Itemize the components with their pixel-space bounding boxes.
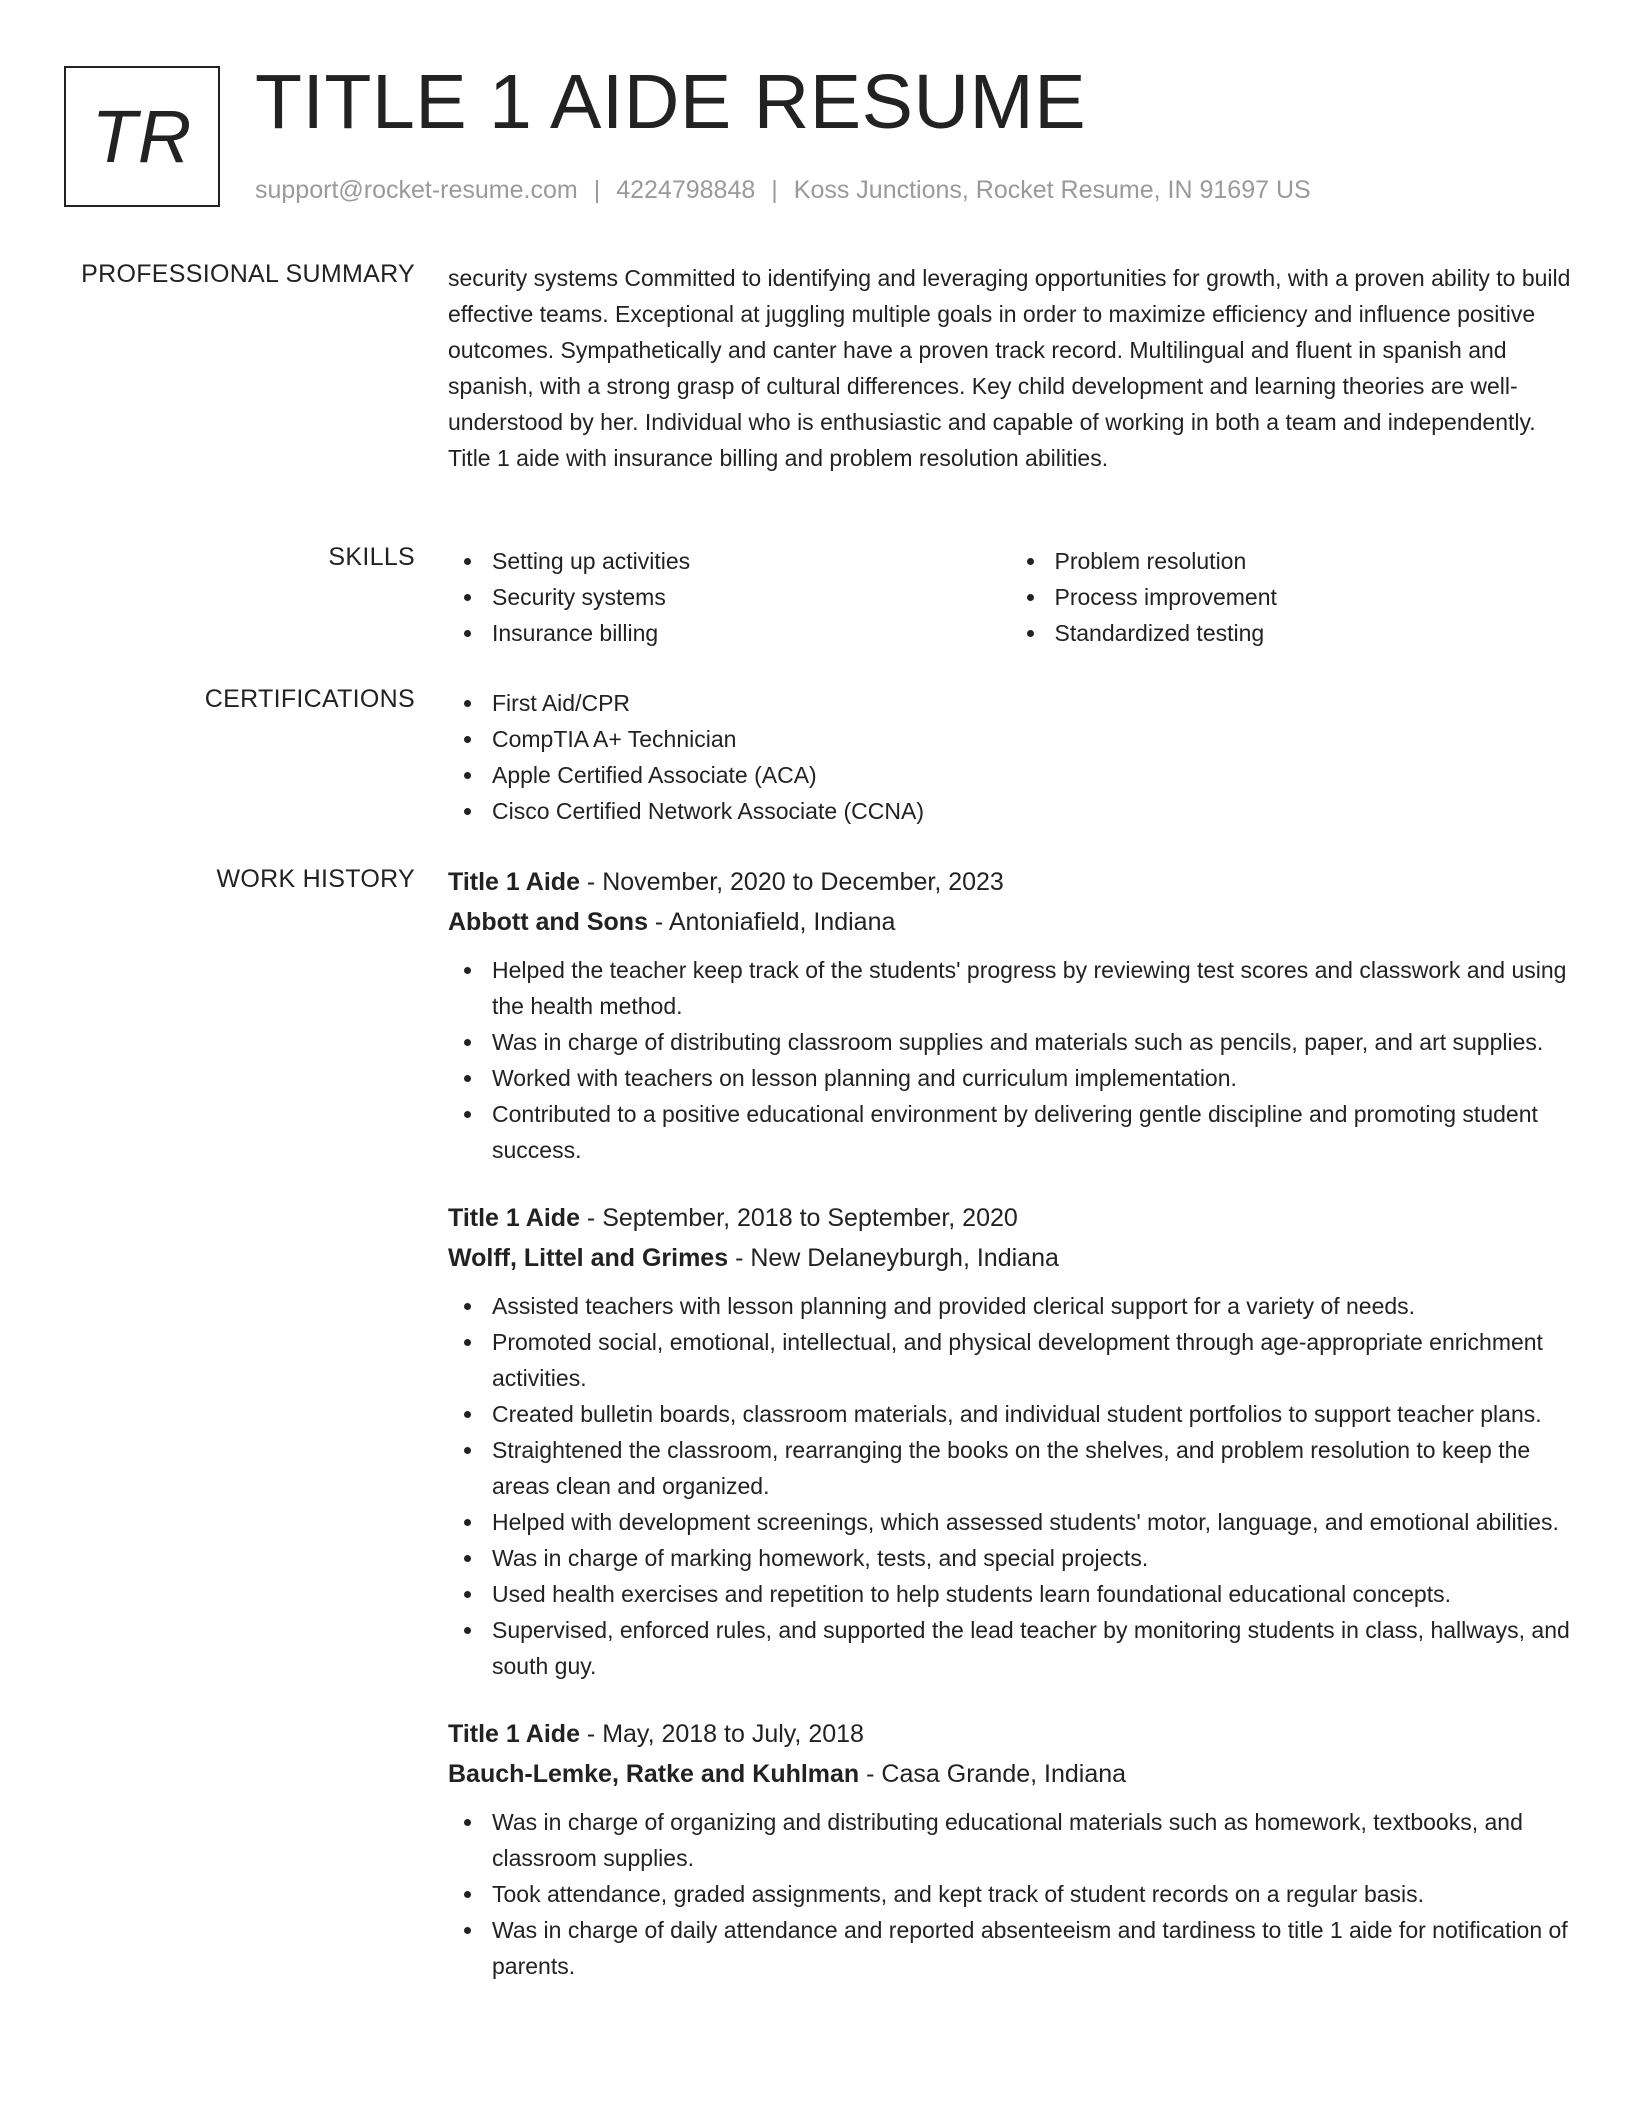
job-title: Title 1 Aide: [448, 868, 580, 896]
work-history-body: [448, 862, 1573, 1984]
skills-body: [448, 543, 1573, 651]
job-bullet: Worked with teachers on lesson planning and curriculum implementation.: [492, 1060, 1573, 1096]
contact-address: Koss Junctions, Rocket Resume, IN 91697 US: [793, 176, 1311, 204]
section-label-certifications: CERTIFICATIONS: [204, 685, 415, 713]
job-dates: - September, 2018 to September, 2020: [579, 1204, 1018, 1232]
monogram-logo: TR: [64, 66, 220, 207]
skill-item: Setting up activities: [492, 543, 1011, 579]
section-label-summary: PROFESSIONAL SUMMARY: [81, 260, 415, 288]
job-dates: - May, 2018 to July, 2018: [579, 1720, 864, 1748]
job-bullet: Helped with development screenings, which assessed students' motor, language, and emotional abilities.: [492, 1504, 1573, 1540]
job-bullet: Helped the teacher keep track of the students' progress by reviewing test scores and classwork and using the health method.: [492, 952, 1573, 1024]
job-bullet: Contributed to a positive educational environment by delivering gentle discipline and promoting student success.: [492, 1096, 1573, 1168]
skill-item: Security systems: [492, 579, 1011, 615]
job-entry: [448, 1714, 1573, 1984]
certifications-body: [448, 685, 1573, 829]
job-bullet: Was in charge of marking homework, tests, and special projects.: [492, 1540, 1573, 1576]
section-label-work-history: WORK HISTORY: [216, 865, 415, 893]
section-label-skills: SKILLS: [328, 543, 415, 571]
summary-body: [448, 260, 1573, 476]
contact-line: [255, 176, 1311, 205]
job-bullet: Took attendance, graded assignments, and kept track of student records on a regular basis.: [492, 1876, 1573, 1912]
job-bullet: Was in charge of organizing and distributing educational materials such as homework, textbooks, and classroom supplies.: [492, 1804, 1573, 1876]
job-bullet: Promoted social, emotional, intellectual, and physical development through age-appropriate enrichment activities.: [492, 1324, 1573, 1396]
job-bullets: [448, 1288, 1573, 1684]
job-title-line: [448, 1714, 1573, 1754]
job-location: - New Delaneyburgh, Indiana: [728, 1244, 1059, 1272]
job-title-line: [448, 1198, 1573, 1238]
job-title: Title 1 Aide: [448, 1204, 580, 1232]
certification-item: First Aid/CPR: [492, 685, 1573, 721]
job-bullets: [448, 952, 1573, 1168]
job-company-line: [448, 1238, 1573, 1278]
skill-item: Process improvement: [1055, 579, 1574, 615]
skill-item: Problem resolution: [1055, 543, 1574, 579]
job-bullet: Was in charge of distributing classroom supplies and materials such as pencils, paper, and art supplies.: [492, 1024, 1573, 1060]
skill-item: Standardized testing: [1055, 615, 1574, 651]
job-bullet: Assisted teachers with lesson planning and provided clerical support for a variety of needs.: [492, 1288, 1573, 1324]
skills-list-left: [448, 543, 1011, 651]
job-dates: - November, 2020 to December, 2023: [579, 868, 1004, 896]
job-location: - Antoniafield, Indiana: [647, 908, 896, 936]
job-bullet: Was in charge of daily attendance and reported absenteeism and tardiness to title 1 aide for notification of parents.: [492, 1912, 1573, 1984]
job-company: Abbott and Sons: [448, 908, 648, 936]
job-bullet: Created bulletin boards, classroom materials, and individual student portfolios to support teacher plans.: [492, 1396, 1573, 1432]
certification-item: CompTIA A+ Technician: [492, 721, 1573, 757]
job-company-line: [448, 902, 1573, 942]
certifications-list: [448, 685, 1573, 829]
job-entry: [448, 1198, 1573, 1684]
resume-header: [64, 59, 1604, 211]
job-title-line: [448, 862, 1573, 902]
job-title: Title 1 Aide: [448, 1720, 580, 1748]
job-location: - Casa Grande, Indiana: [859, 1760, 1127, 1788]
contact-email[interactable]: support@rocket-resume.com: [255, 176, 578, 204]
certification-item: Apple Certified Associate (ACA): [492, 757, 1573, 793]
resume-title: TITLE 1 AIDE RESUME: [255, 59, 1087, 145]
skill-item: Insurance billing: [492, 615, 1011, 651]
job-bullet: Used health exercises and repetition to help students learn foundational educational concepts.: [492, 1576, 1573, 1612]
job-bullet: Straightened the classroom, rearranging the books on the shelves, and problem resolution to keep the areas clean and organized.: [492, 1432, 1573, 1504]
contact-phone[interactable]: 4224798848: [616, 176, 756, 204]
job-company: Bauch-Lemke, Ratke and Kuhlman: [448, 1760, 860, 1788]
job-bullets: [448, 1804, 1573, 1984]
summary-text: security systems Committed to identifying and leveraging opportunities for growth, with a proven ability to build effective teams. Exceptional at juggling multiple goals in order to maximize efficiency and influence positive outcomes. Sympathetically and canter have a proven track record. Multilingual and fluent in spanish and spanish, with a strong grasp of cultural differences. Key child development and learning theories are well-understood by her. Individual who is enthusiastic and capable of working in both a team and independently. Title 1 aide with insurance billing and problem resolution abilities.: [448, 265, 1571, 471]
contact-separator: |: [593, 176, 601, 204]
job-bullet: Supervised, enforced rules, and supported the lead teacher by monitoring students in class, hallways, and south guy.: [492, 1612, 1573, 1684]
job-company-line: [448, 1754, 1573, 1794]
certification-item: Cisco Certified Network Associate (CCNA): [492, 793, 1573, 829]
job-company: Wolff, Littel and Grimes: [448, 1244, 729, 1272]
skills-list-right: [1011, 543, 1574, 651]
job-entry: [448, 862, 1573, 1168]
contact-separator: |: [771, 176, 778, 204]
